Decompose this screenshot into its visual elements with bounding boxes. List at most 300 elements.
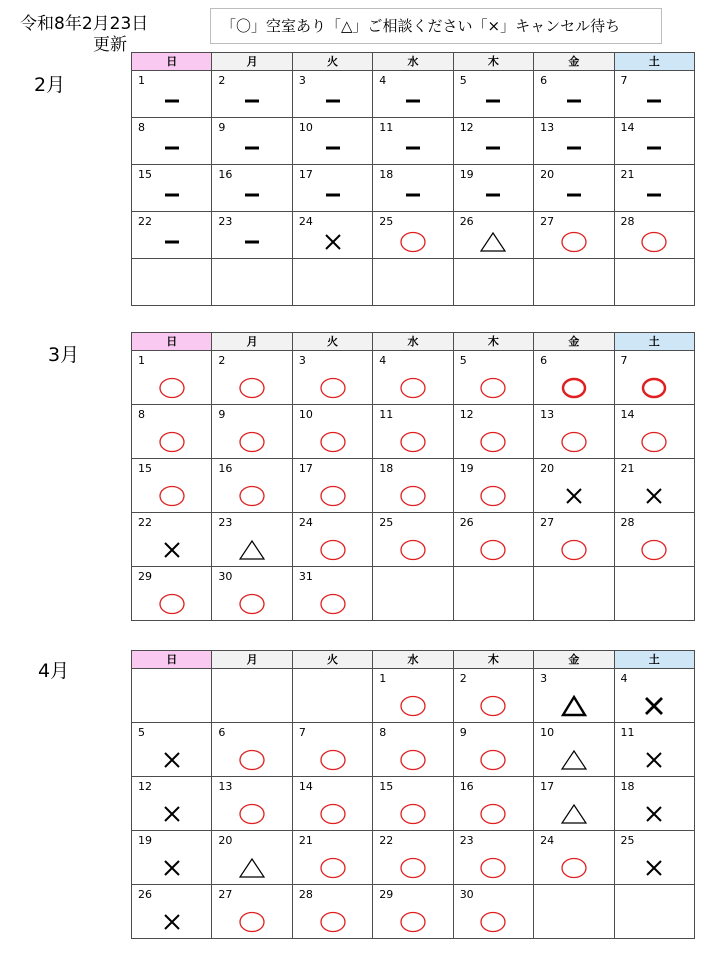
day-cell[interactable]	[292, 567, 372, 621]
availability-mark	[534, 89, 613, 113]
circle-icon	[318, 592, 348, 616]
availability-mark	[373, 694, 452, 718]
availability-mark	[454, 802, 533, 826]
weekday-header: 月	[212, 333, 292, 351]
day-cell[interactable]	[614, 165, 694, 212]
day-cell[interactable]	[373, 723, 453, 777]
cross-icon	[160, 802, 184, 826]
circle-icon	[559, 230, 589, 254]
availability-mark	[615, 89, 694, 113]
day-cell[interactable]	[212, 165, 292, 212]
day-cell[interactable]	[132, 885, 212, 939]
day-number: 27	[540, 516, 555, 529]
availability-mark	[454, 538, 533, 562]
day-cell[interactable]	[534, 405, 614, 459]
day-number: 2	[218, 354, 226, 367]
weekday-header: 水	[373, 53, 453, 71]
availability-mark	[615, 376, 694, 400]
day-cell[interactable]	[132, 513, 212, 567]
day-cell[interactable]	[453, 723, 533, 777]
availability-mark	[373, 89, 452, 113]
circle-icon	[639, 230, 669, 254]
day-cell	[453, 259, 533, 306]
week-row	[132, 885, 695, 939]
day-cell[interactable]	[453, 118, 533, 165]
day-cell[interactable]	[453, 885, 533, 939]
day-number: 12	[138, 780, 152, 793]
day-cell[interactable]	[453, 405, 533, 459]
day-cell[interactable]	[212, 405, 292, 459]
availability-mark	[615, 183, 694, 207]
day-cell[interactable]	[292, 118, 372, 165]
day-cell[interactable]	[212, 459, 292, 513]
day-number: 30	[218, 570, 233, 583]
day-cell	[132, 259, 212, 306]
day-cell[interactable]	[292, 723, 372, 777]
day-cell[interactable]	[373, 513, 453, 567]
day-cell[interactable]	[132, 777, 212, 831]
day-cell[interactable]	[453, 459, 533, 513]
circle-icon	[478, 694, 508, 718]
day-number: 23	[218, 215, 233, 228]
day-number: 6	[540, 74, 548, 87]
dash-icon	[399, 89, 427, 113]
day-cell[interactable]	[534, 513, 614, 567]
availability-mark	[373, 910, 452, 934]
day-number: 1	[138, 74, 145, 87]
dash-icon	[158, 183, 186, 207]
day-cell[interactable]	[534, 831, 614, 885]
day-number: 3	[298, 74, 306, 87]
day-number: 17	[540, 780, 555, 793]
week-row	[132, 351, 695, 405]
day-cell[interactable]	[453, 831, 533, 885]
availability-mark	[132, 802, 211, 826]
day-cell[interactable]	[212, 71, 292, 118]
day-number: 23	[218, 516, 233, 529]
day-cell[interactable]	[373, 777, 453, 831]
availability-mark	[132, 484, 211, 508]
circle-icon	[318, 538, 348, 562]
day-cell[interactable]	[292, 513, 372, 567]
day-cell[interactable]	[614, 71, 694, 118]
day-cell[interactable]	[534, 118, 614, 165]
update-date-line2: 更新	[93, 35, 127, 55]
day-number: 1	[138, 354, 145, 367]
dash-icon	[560, 183, 588, 207]
availability-mark	[212, 376, 291, 400]
day-cell	[292, 669, 372, 723]
day-cell[interactable]	[212, 567, 292, 621]
day-number: 10	[540, 726, 555, 739]
day-number: 24	[540, 834, 555, 847]
circle-icon	[478, 802, 508, 826]
day-cell	[614, 259, 694, 306]
day-cell[interactable]	[132, 118, 212, 165]
day-number: 5	[138, 726, 145, 739]
day-number: 18	[379, 168, 394, 181]
day-cell[interactable]	[614, 669, 694, 723]
day-number: 9	[218, 408, 226, 421]
availability-mark	[212, 230, 291, 254]
triangle-icon	[559, 694, 589, 718]
day-cell[interactable]	[212, 777, 292, 831]
day-cell[interactable]	[373, 405, 453, 459]
day-number: 6	[218, 726, 226, 739]
circle-icon	[318, 376, 348, 400]
day-number: 17	[298, 168, 313, 181]
dash-icon	[479, 136, 507, 160]
day-cell[interactable]	[453, 669, 533, 723]
week-row	[132, 723, 695, 777]
weekday-header: 木	[453, 333, 533, 351]
day-cell[interactable]	[212, 885, 292, 939]
availability-mark	[132, 183, 211, 207]
day-cell[interactable]	[614, 351, 694, 405]
weekday-header: 土	[614, 651, 694, 669]
week-row	[132, 777, 695, 831]
dash-icon	[319, 89, 347, 113]
day-cell[interactable]	[614, 831, 694, 885]
day-number: 19	[138, 834, 152, 847]
availability-mark	[454, 430, 533, 454]
circle-icon	[318, 910, 348, 934]
day-cell[interactable]	[132, 405, 212, 459]
day-cell[interactable]	[292, 459, 372, 513]
dash-icon	[158, 230, 186, 254]
dash-icon	[640, 89, 668, 113]
week-row	[132, 513, 695, 567]
day-number: 25	[620, 834, 635, 847]
day-number: 7	[620, 74, 628, 87]
dash-icon	[238, 183, 266, 207]
day-number: 13	[540, 408, 555, 421]
cross-icon	[642, 484, 666, 508]
weekday-header: 土	[614, 53, 694, 71]
weekday-header: 日	[132, 333, 212, 351]
availability-mark	[212, 592, 291, 616]
circle-icon	[398, 376, 428, 400]
day-number: 19	[459, 462, 474, 475]
availability-mark	[454, 484, 533, 508]
week-row	[132, 567, 695, 621]
availability-mark	[293, 430, 372, 454]
circle-icon	[639, 430, 669, 454]
triangle-icon	[237, 538, 267, 562]
availability-mark	[615, 802, 694, 826]
calendar-april	[131, 650, 695, 939]
availability-mark	[293, 538, 372, 562]
day-number: 20	[218, 834, 233, 847]
availability-mark	[454, 748, 533, 772]
day-number: 22	[379, 834, 394, 847]
availability-mark	[373, 748, 452, 772]
day-cell	[453, 567, 533, 621]
day-cell[interactable]	[292, 165, 372, 212]
availability-mark	[534, 430, 613, 454]
day-cell	[534, 885, 614, 939]
availability-mark	[132, 89, 211, 113]
day-cell	[614, 885, 694, 939]
circle-icon	[398, 694, 428, 718]
circle-icon	[157, 484, 187, 508]
availability-mark	[293, 136, 372, 160]
update-date-line1: 令和8年2月23日	[20, 14, 149, 34]
legend-box: 「〇」空室あり「△」ご相談ください「×」キャンセル待ち	[210, 8, 662, 44]
day-cell[interactable]	[132, 351, 212, 405]
day-cell[interactable]	[212, 212, 292, 259]
day-number: 18	[379, 462, 394, 475]
day-number: 15	[379, 780, 394, 793]
day-cell[interactable]	[534, 165, 614, 212]
day-cell[interactable]	[534, 212, 614, 259]
circle-icon	[318, 430, 348, 454]
day-cell[interactable]	[373, 212, 453, 259]
day-cell[interactable]	[614, 459, 694, 513]
circle-icon	[398, 484, 428, 508]
day-cell[interactable]	[614, 777, 694, 831]
day-cell[interactable]	[534, 351, 614, 405]
availability-mark	[373, 856, 452, 880]
day-number: 16	[218, 168, 233, 181]
day-number: 11	[620, 726, 635, 739]
weekday-header: 日	[132, 651, 212, 669]
day-cell[interactable]	[212, 723, 292, 777]
dash-icon	[479, 89, 507, 113]
day-number: 23	[459, 834, 474, 847]
availability-mark	[373, 136, 452, 160]
circle-icon	[398, 430, 428, 454]
availability-mark	[454, 136, 533, 160]
circle-icon	[157, 592, 187, 616]
circle-icon	[478, 376, 508, 400]
day-number: 30	[459, 888, 474, 901]
day-cell	[132, 669, 212, 723]
availability-mark	[132, 538, 211, 562]
circle-icon	[478, 484, 508, 508]
day-cell[interactable]	[534, 71, 614, 118]
availability-mark	[212, 430, 291, 454]
day-cell[interactable]	[373, 459, 453, 513]
circle-icon	[398, 748, 428, 772]
availability-mark	[454, 230, 533, 254]
calendar-february	[131, 52, 695, 306]
day-cell[interactable]	[132, 723, 212, 777]
day-cell[interactable]	[212, 831, 292, 885]
day-cell[interactable]	[292, 831, 372, 885]
day-number: 11	[379, 121, 394, 134]
dash-icon	[560, 136, 588, 160]
availability-mark	[373, 183, 452, 207]
availability-mark	[293, 748, 372, 772]
day-cell	[614, 567, 694, 621]
circle-icon	[559, 856, 589, 880]
day-cell[interactable]	[614, 212, 694, 259]
day-cell	[212, 259, 292, 306]
day-cell[interactable]	[373, 118, 453, 165]
circle-icon	[559, 538, 589, 562]
day-number: 27	[540, 215, 555, 228]
availability-mark	[373, 430, 452, 454]
day-number: 21	[620, 462, 635, 475]
day-number: 28	[620, 516, 635, 529]
day-cell[interactable]	[292, 351, 372, 405]
day-cell[interactable]	[132, 71, 212, 118]
day-cell[interactable]	[373, 831, 453, 885]
day-number: 1	[379, 672, 387, 685]
day-number: 24	[298, 516, 313, 529]
day-cell[interactable]	[534, 723, 614, 777]
day-cell[interactable]	[453, 777, 533, 831]
availability-mark	[132, 230, 211, 254]
day-cell[interactable]	[292, 405, 372, 459]
day-cell[interactable]	[132, 567, 212, 621]
circle-icon	[398, 802, 428, 826]
day-cell[interactable]	[373, 885, 453, 939]
day-number: 18	[620, 780, 635, 793]
day-cell[interactable]	[614, 118, 694, 165]
day-number: 13	[540, 121, 555, 134]
availability-mark	[212, 856, 291, 880]
day-number: 14	[620, 408, 635, 421]
day-cell[interactable]	[453, 212, 533, 259]
day-number: 17	[298, 462, 313, 475]
day-cell[interactable]	[292, 777, 372, 831]
availability-mark	[132, 748, 211, 772]
availability-mark	[615, 230, 694, 254]
availability-mark	[132, 910, 211, 934]
circle-icon	[559, 430, 589, 454]
day-cell[interactable]	[212, 351, 292, 405]
availability-mark	[534, 484, 613, 508]
day-cell[interactable]	[132, 831, 212, 885]
week-row	[132, 669, 695, 723]
week-row	[132, 831, 695, 885]
triangle-icon	[478, 230, 508, 254]
weekday-header: 水	[373, 651, 453, 669]
day-number: 22	[138, 516, 152, 529]
day-number: 31	[298, 570, 313, 583]
day-cell[interactable]	[132, 165, 212, 212]
availability-mark	[534, 230, 613, 254]
circle-icon	[398, 230, 428, 254]
day-cell[interactable]	[453, 513, 533, 567]
day-cell	[534, 567, 614, 621]
day-cell[interactable]	[373, 165, 453, 212]
weekday-header: 火	[292, 651, 372, 669]
cross-icon	[160, 748, 184, 772]
day-number: 4	[620, 672, 628, 685]
dash-icon	[640, 136, 668, 160]
circle-icon	[398, 538, 428, 562]
day-cell[interactable]	[534, 459, 614, 513]
availability-mark	[132, 592, 211, 616]
day-cell[interactable]	[292, 212, 372, 259]
day-cell[interactable]	[534, 777, 614, 831]
day-cell[interactable]	[292, 71, 372, 118]
day-cell[interactable]	[132, 459, 212, 513]
circle-icon	[398, 856, 428, 880]
dash-icon	[319, 183, 347, 207]
day-number: 14	[298, 780, 313, 793]
availability-mark	[454, 89, 533, 113]
dash-icon	[479, 183, 507, 207]
availability-mark	[534, 856, 613, 880]
circle-icon	[237, 802, 267, 826]
day-number: 28	[620, 215, 635, 228]
day-cell[interactable]	[373, 669, 453, 723]
weekday-header: 火	[292, 333, 372, 351]
day-cell[interactable]	[614, 513, 694, 567]
day-cell[interactable]	[373, 351, 453, 405]
day-cell[interactable]	[373, 71, 453, 118]
circle-icon	[639, 538, 669, 562]
availability-mark	[132, 376, 211, 400]
availability-mark	[454, 910, 533, 934]
day-number: 28	[298, 888, 313, 901]
day-number: 8	[379, 726, 387, 739]
week-row	[132, 405, 695, 459]
circle-icon	[237, 592, 267, 616]
cross-icon	[160, 910, 184, 934]
day-number: 13	[218, 780, 233, 793]
day-cell[interactable]	[453, 71, 533, 118]
circle-icon	[237, 430, 267, 454]
day-cell[interactable]	[614, 405, 694, 459]
day-cell[interactable]	[212, 118, 292, 165]
availability-mark	[534, 376, 613, 400]
day-cell[interactable]	[132, 212, 212, 259]
circle-icon	[318, 802, 348, 826]
availability-mark	[132, 856, 211, 880]
weekday-header: 木	[453, 53, 533, 71]
day-cell[interactable]	[614, 723, 694, 777]
day-cell	[373, 567, 453, 621]
weekday-header: 土	[614, 333, 694, 351]
dash-icon	[399, 183, 427, 207]
dash-icon	[238, 230, 266, 254]
day-number: 9	[459, 726, 467, 739]
triangle-icon	[237, 856, 267, 880]
day-cell[interactable]	[534, 669, 614, 723]
day-number: 9	[218, 121, 226, 134]
day-cell[interactable]	[292, 885, 372, 939]
day-number: 8	[138, 408, 145, 421]
day-number: 5	[459, 354, 467, 367]
day-number: 2	[459, 672, 467, 685]
month-label-feb: 2月	[34, 74, 66, 96]
day-cell[interactable]	[453, 165, 533, 212]
circle-icon	[157, 376, 187, 400]
availability-mark	[132, 430, 211, 454]
weekday-header: 金	[534, 333, 614, 351]
dash-icon	[319, 136, 347, 160]
dash-icon	[560, 89, 588, 113]
day-cell	[292, 259, 372, 306]
day-number: 6	[540, 354, 548, 367]
day-cell[interactable]	[212, 513, 292, 567]
day-number: 16	[218, 462, 233, 475]
availability-mark	[615, 538, 694, 562]
availability-mark	[212, 802, 291, 826]
availability-mark	[293, 910, 372, 934]
availability-mark	[132, 136, 211, 160]
calendar-march	[131, 332, 695, 621]
day-cell	[212, 669, 292, 723]
day-number: 8	[138, 121, 145, 134]
triangle-icon	[559, 802, 589, 826]
day-cell[interactable]	[453, 351, 533, 405]
